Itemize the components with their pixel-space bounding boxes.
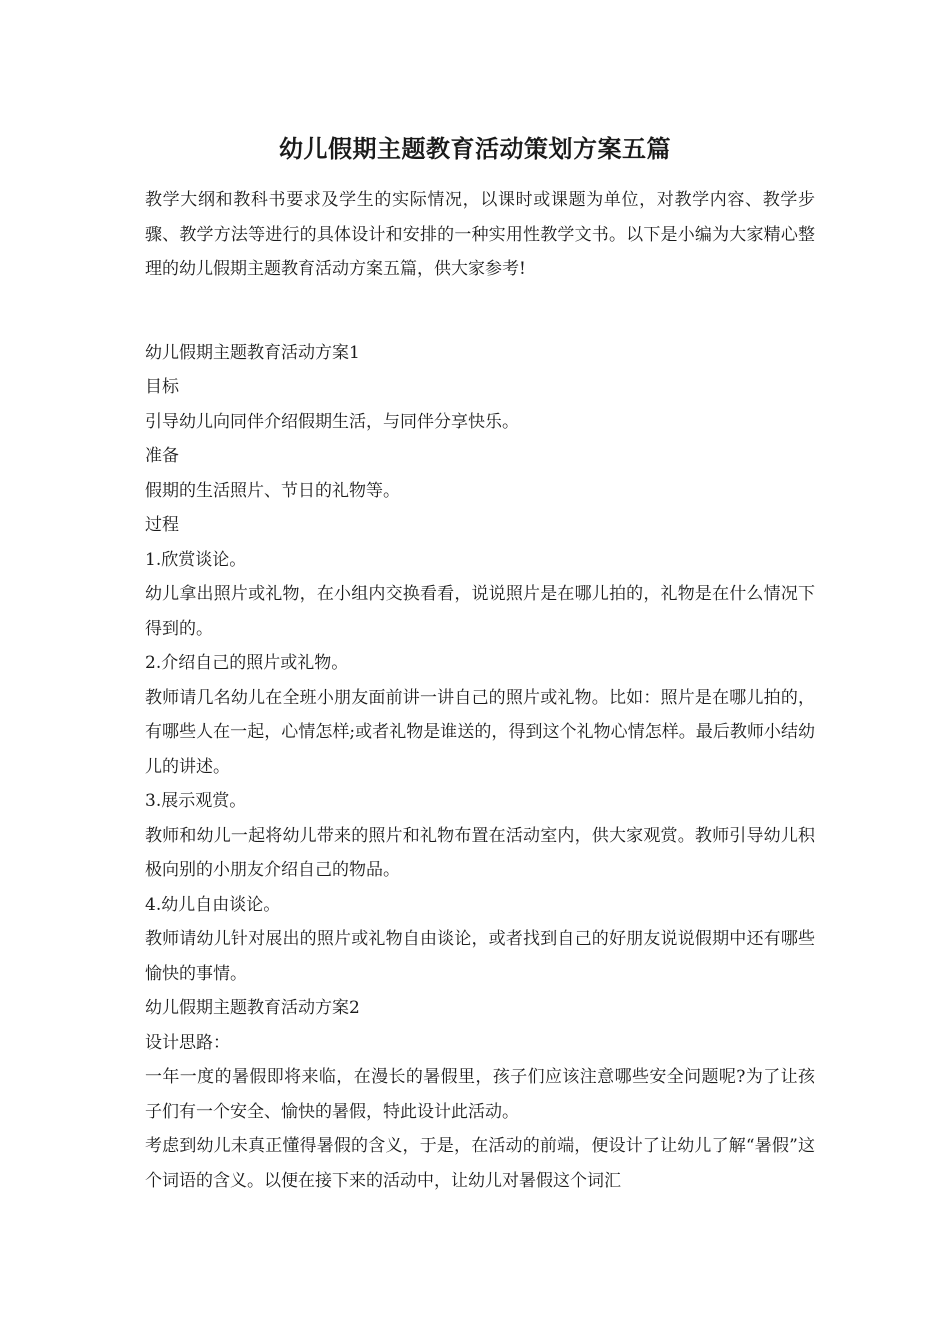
body-paragraph: 考虑到幼儿未真正懂得暑假的含义，于是，在活动的前端，便设计了让幼儿了解“暑假”这个词语的含义。以便在接下来的活动中，让幼儿对暑假这个词汇 bbox=[145, 1136, 815, 1191]
subheading-process: 过程 bbox=[145, 515, 179, 535]
body-paragraph: 教师请幼儿针对展出的照片或礼物自由谈论，或者找到自己的好朋友说说假期中还有哪些愉快的事情。 bbox=[145, 929, 815, 984]
body-paragraph: 教师请几名幼儿在全班小朋友面前讲一讲自己的照片或礼物。比如：照片是在哪儿拍的，有哪些人在一起，心情怎样;或者礼物是谁送的，得到这个礼物心情怎样。最后教师小结幼儿的讲述。 bbox=[145, 687, 815, 777]
body-paragraph: 引导幼儿向同伴介绍假期生活，与同伴分享快乐。 bbox=[145, 411, 519, 432]
body-paragraph: 假期的生活照片、节日的礼物等。 bbox=[145, 480, 400, 501]
document-body bbox=[145, 183, 815, 1198]
body-paragraph: 教师和幼儿一起将幼儿带来的照片和礼物布置在活动室内，供大家观赏。教师引导幼儿积极向别的小朋友介绍自己的物品。 bbox=[145, 825, 815, 880]
subheading-preparation: 准备 bbox=[145, 446, 179, 466]
step-heading: 4.幼儿自由谈论。 bbox=[145, 894, 281, 915]
intro-paragraph: 教学大纲和教科书要求及学生的实际情况，以课时或课题为单位，对教学内容、教学步骤、教学方法等进行的具体设计和安排的一种实用性教学文书。以下是小编为大家精心整理的幼儿假期主题教育活动方案五篇，供大家参考! bbox=[145, 190, 815, 279]
document-title: 幼儿假期主题教育活动策划方案五篇 bbox=[279, 134, 671, 163]
section-heading-plan-1: 幼儿假期主题教育活动方案1 bbox=[145, 342, 360, 363]
subheading-design-idea: 设计思路： bbox=[145, 1032, 230, 1053]
body-paragraph: 幼儿拿出照片或礼物，在小组内交换看看，说说照片是在哪儿拍的，礼物是在什么情况下得到的。 bbox=[145, 584, 815, 639]
body-paragraph: 一年一度的暑假即将来临，在漫长的暑假里，孩子们应该注意哪些安全问题呢?为了让孩子们有一个安全、愉快的暑假，特此设计此活动。 bbox=[145, 1067, 815, 1122]
paragraph-gap bbox=[145, 287, 815, 336]
step-heading: 3.展示观赏。 bbox=[145, 791, 247, 811]
step-heading: 2.介绍自己的照片或礼物。 bbox=[145, 653, 349, 673]
section-heading-plan-2: 幼儿假期主题教育活动方案2 bbox=[145, 998, 360, 1018]
step-heading: 1.欣赏谈论。 bbox=[145, 549, 247, 570]
subheading-goal: 目标 bbox=[145, 377, 179, 397]
